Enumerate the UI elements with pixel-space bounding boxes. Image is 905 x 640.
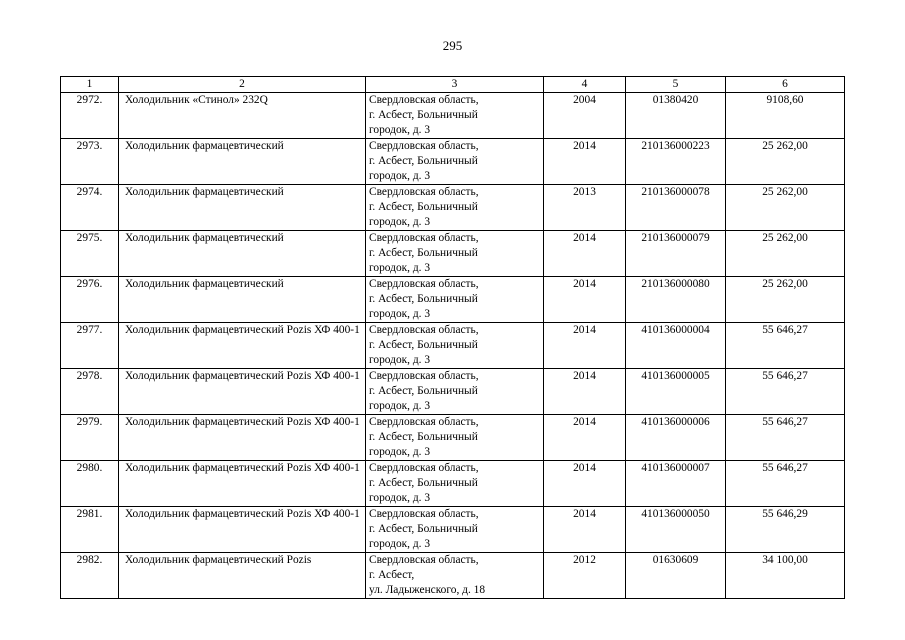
table-row <box>61 507 845 553</box>
table-row <box>61 323 845 369</box>
column-header: 4 <box>544 77 626 93</box>
table-row <box>61 185 845 231</box>
row-number: 2972. <box>61 93 119 139</box>
row-number: 2976. <box>61 277 119 323</box>
table-row <box>61 369 845 415</box>
item-year: 2012 <box>544 553 626 599</box>
item-name: Холодильник фармацевтический <box>119 139 366 185</box>
row-number: 2982. <box>61 553 119 599</box>
item-name: Холодильник фармацевтический Pozis ХФ 400-1 <box>119 507 366 553</box>
inventory-number: 410136000004 <box>626 323 726 369</box>
item-cost: 55 646,27 <box>726 323 845 369</box>
item-address: Свердловская область, г. Асбест, Больничный городок, д. 3 <box>366 277 544 323</box>
row-number: 2974. <box>61 185 119 231</box>
item-year: 2014 <box>544 507 626 553</box>
table-row <box>61 277 845 323</box>
item-address: Свердловская область, г. Асбест, Больничный городок, д. 3 <box>366 369 544 415</box>
column-header: 1 <box>61 77 119 93</box>
inventory-number: 410136000006 <box>626 415 726 461</box>
item-address: Свердловская область, г. Асбест, Больничный городок, д. 3 <box>366 507 544 553</box>
inventory-number: 410136000050 <box>626 507 726 553</box>
item-address: Свердловская область, г. Асбест, Больничный городок, д. 3 <box>366 231 544 277</box>
item-name: Холодильник фармацевтический <box>119 277 366 323</box>
item-cost: 34 100,00 <box>726 553 845 599</box>
table-row <box>61 93 845 139</box>
item-name: Холодильник фармацевтический Pozis ХФ 400-1 <box>119 461 366 507</box>
row-number: 2975. <box>61 231 119 277</box>
inventory-number: 210136000223 <box>626 139 726 185</box>
row-number: 2977. <box>61 323 119 369</box>
page-number: 295 <box>442 38 463 53</box>
item-year: 2014 <box>544 415 626 461</box>
table-row <box>61 461 845 507</box>
item-year: 2014 <box>544 461 626 507</box>
item-year: 2014 <box>544 323 626 369</box>
item-cost: 55 646,29 <box>726 507 845 553</box>
item-cost: 25 262,00 <box>726 185 845 231</box>
table-row <box>61 553 845 599</box>
inventory-number: 410136000005 <box>626 369 726 415</box>
table-row <box>61 139 845 185</box>
item-address: Свердловская область, г. Асбест, Больничный городок, д. 3 <box>366 323 544 369</box>
item-cost: 25 262,00 <box>726 139 845 185</box>
inventory-number: 01630609 <box>626 553 726 599</box>
column-header: 2 <box>119 77 366 93</box>
item-address: Свердловская область, г. Асбест, ул. Ладыженского, д. 18 <box>366 553 544 599</box>
item-cost: 55 646,27 <box>726 369 845 415</box>
item-cost: 55 646,27 <box>726 415 845 461</box>
item-year: 2013 <box>544 185 626 231</box>
item-year: 2014 <box>544 231 626 277</box>
item-name: Холодильник фармацевтический Pozis ХФ 400-1 <box>119 323 366 369</box>
item-name: Холодильник фармацевтический Pozis <box>119 553 366 599</box>
inventory-number: 210136000078 <box>626 185 726 231</box>
item-year: 2014 <box>544 369 626 415</box>
item-cost: 55 646,27 <box>726 461 845 507</box>
property-table <box>60 76 845 599</box>
inventory-number: 210136000079 <box>626 231 726 277</box>
item-address: Свердловская область, г. Асбест, Больничный городок, д. 3 <box>366 185 544 231</box>
row-number: 2979. <box>61 415 119 461</box>
row-number: 2980. <box>61 461 119 507</box>
item-address: Свердловская область, г. Асбест, Больничный городок, д. 3 <box>366 461 544 507</box>
item-name: Холодильник фармацевтический Pozis ХФ 400-1 <box>119 369 366 415</box>
row-number: 2978. <box>61 369 119 415</box>
item-address: Свердловская область, г. Асбест, Больничный городок, д. 3 <box>366 139 544 185</box>
row-number: 2981. <box>61 507 119 553</box>
inventory-number: 410136000007 <box>626 461 726 507</box>
item-cost: 25 262,00 <box>726 277 845 323</box>
item-address: Свердловская область, г. Асбест, Больничный городок, д. 3 <box>366 415 544 461</box>
header-row <box>61 77 845 93</box>
item-year: 2014 <box>544 139 626 185</box>
item-name: Холодильник фармацевтический <box>119 185 366 231</box>
table-row <box>61 415 845 461</box>
item-name: Холодильник «Стинол» 232Q <box>119 93 366 139</box>
item-cost: 25 262,00 <box>726 231 845 277</box>
column-header: 6 <box>726 77 845 93</box>
item-name: Холодильник фармацевтический <box>119 231 366 277</box>
column-header: 3 <box>366 77 544 93</box>
item-year: 2004 <box>544 93 626 139</box>
item-year: 2014 <box>544 277 626 323</box>
item-name: Холодильник фармацевтический Pozis ХФ 400-1 <box>119 415 366 461</box>
column-header: 5 <box>626 77 726 93</box>
row-number: 2973. <box>61 139 119 185</box>
item-cost: 9108,60 <box>726 93 845 139</box>
inventory-number: 210136000080 <box>626 277 726 323</box>
inventory-number: 01380420 <box>626 93 726 139</box>
item-address: Свердловская область, г. Асбест, Больничный городок, д. 3 <box>366 93 544 139</box>
table-row <box>61 231 845 277</box>
